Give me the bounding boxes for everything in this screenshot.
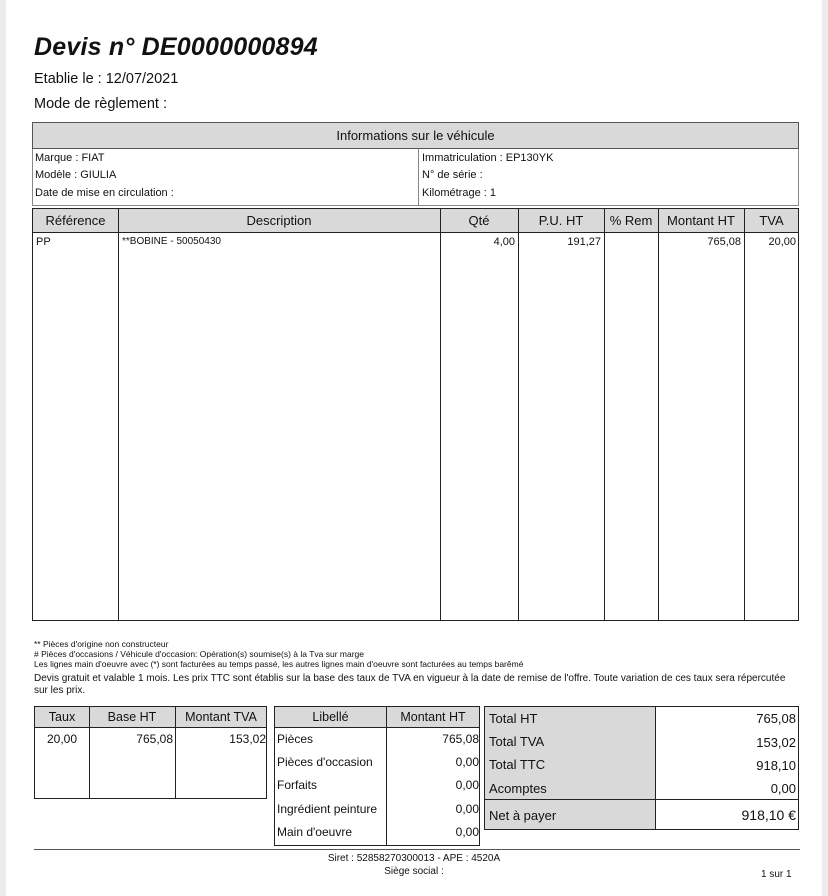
deposits-label: Acomptes <box>489 781 547 796</box>
label-row-name: Ingrédient peinture <box>277 802 378 816</box>
vehicle-brand: Marque : FIAT <box>35 152 105 164</box>
label-row-value: 765,08 <box>442 732 479 746</box>
vat-rate-value: 20,00 <box>47 732 78 746</box>
vat-header-rate: Taux <box>48 710 76 724</box>
footer-divider <box>34 849 800 850</box>
label-row-name: Pièces d'occasion <box>277 755 373 769</box>
page-number: 1 sur 1 <box>761 869 792 880</box>
row-description: **BOBINE - 50050430 <box>122 236 221 247</box>
vehicle-registration: Immatriculation : EP130YK <box>422 152 554 164</box>
items-table-header <box>33 209 798 233</box>
col-divider <box>175 707 176 799</box>
footer-headquarters: Siège social : <box>384 866 444 877</box>
col-divider <box>89 707 90 799</box>
totals-divider <box>656 799 798 800</box>
vehicle-mileage: Kilométrage : 1 <box>422 187 496 199</box>
note-used-parts: # Pièces d'occasions / Véhicule d'occasion: Opération(s) soumise(s) à la Tva sur marge <box>34 649 365 659</box>
col-header-reference: Référence <box>45 213 106 228</box>
vehicle-divider <box>418 149 419 206</box>
label-row-value: 0,00 <box>455 825 479 839</box>
issue-date: Etablie le : 12/07/2021 <box>34 71 179 87</box>
totals-values <box>656 706 799 830</box>
col-divider <box>604 209 605 620</box>
col-header-vat: TVA <box>759 213 784 228</box>
label-row-name: Main d'oeuvre <box>277 825 352 839</box>
note-original-parts: ** Pièces d'origine non constructeur <box>34 639 169 649</box>
label-table <box>274 706 480 846</box>
col-header-amount: Montant HT <box>667 213 735 228</box>
col-divider <box>118 209 119 620</box>
label-row-value: 0,00 <box>455 778 479 792</box>
vat-table <box>34 706 267 799</box>
row-qty: 4,00 <box>493 236 515 248</box>
validity-note: Devis gratuit et valable 1 mois. Les prix TTC sont établis sur la base des taux de TVA en vigueur à la date de remise de l'offre. Toute variation de ces taux sera répercutée sur les prix. <box>34 673 786 696</box>
deposits-value: 0,00 <box>770 781 796 796</box>
total-ht-label: Total HT <box>489 711 538 726</box>
vehicle-model: Modèle : GIULIA <box>35 169 117 181</box>
col-header-description: Description <box>246 213 312 228</box>
total-tva-label: Total TVA <box>489 734 545 749</box>
vehicle-info-body <box>32 149 799 206</box>
items-table <box>32 208 799 621</box>
label-row-name: Forfaits <box>277 778 318 792</box>
vat-header-base: Base HT <box>107 710 157 724</box>
label-header-amount: Montant HT <box>400 710 466 724</box>
vehicle-serial: N° de série : <box>422 169 483 181</box>
label-header-label: Libellé <box>312 710 349 724</box>
label-row-value: 0,00 <box>455 755 479 769</box>
quote-title: Devis n° DE0000000894 <box>34 33 318 61</box>
col-header-discount: % Rem <box>609 213 653 228</box>
col-divider <box>658 209 659 620</box>
totals-divider <box>485 799 655 800</box>
col-divider <box>744 209 745 620</box>
payment-mode: Mode de règlement : <box>34 96 167 112</box>
vehicle-circulation-date: Date de mise en circulation : <box>35 187 174 199</box>
col-header-unit-price: P.U. HT <box>538 213 584 228</box>
total-ttc-value: 918,10 <box>756 758 796 773</box>
label-row-value: 0,00 <box>455 802 479 816</box>
total-tva-value: 153,02 <box>756 735 796 750</box>
vat-header-amount: Montant TVA <box>185 710 257 724</box>
document-page <box>6 0 822 896</box>
footer-siret: Siret : 52858270300013 - APE : 4520A <box>327 853 501 864</box>
row-unit-price: 191,27 <box>567 236 601 248</box>
row-vat: 20,00 <box>768 236 796 248</box>
col-divider <box>440 209 441 620</box>
vat-amount-value: 153,02 <box>229 732 266 746</box>
col-header-qty: Qté <box>468 213 490 228</box>
vehicle-info-header: Informations sur le véhicule <box>32 122 799 149</box>
total-ttc-label: Total TTC <box>489 757 546 772</box>
net-to-pay-label: Net à payer <box>489 808 557 823</box>
row-reference: PP <box>36 236 51 248</box>
net-to-pay-value: 918,10 € <box>741 807 796 823</box>
vat-base-value: 765,08 <box>136 732 173 746</box>
label-row-name: Pièces <box>277 732 314 746</box>
row-amount: 765,08 <box>707 236 741 248</box>
col-divider <box>518 209 519 620</box>
note-labour: Les lignes main d'oeuvre avec (*) sont facturées au temps passé, les autres lignes main d'oeuvre sont facturées au temps barêmé <box>34 659 524 669</box>
totals-labels <box>484 706 656 830</box>
total-ht-value: 765,08 <box>756 711 796 726</box>
